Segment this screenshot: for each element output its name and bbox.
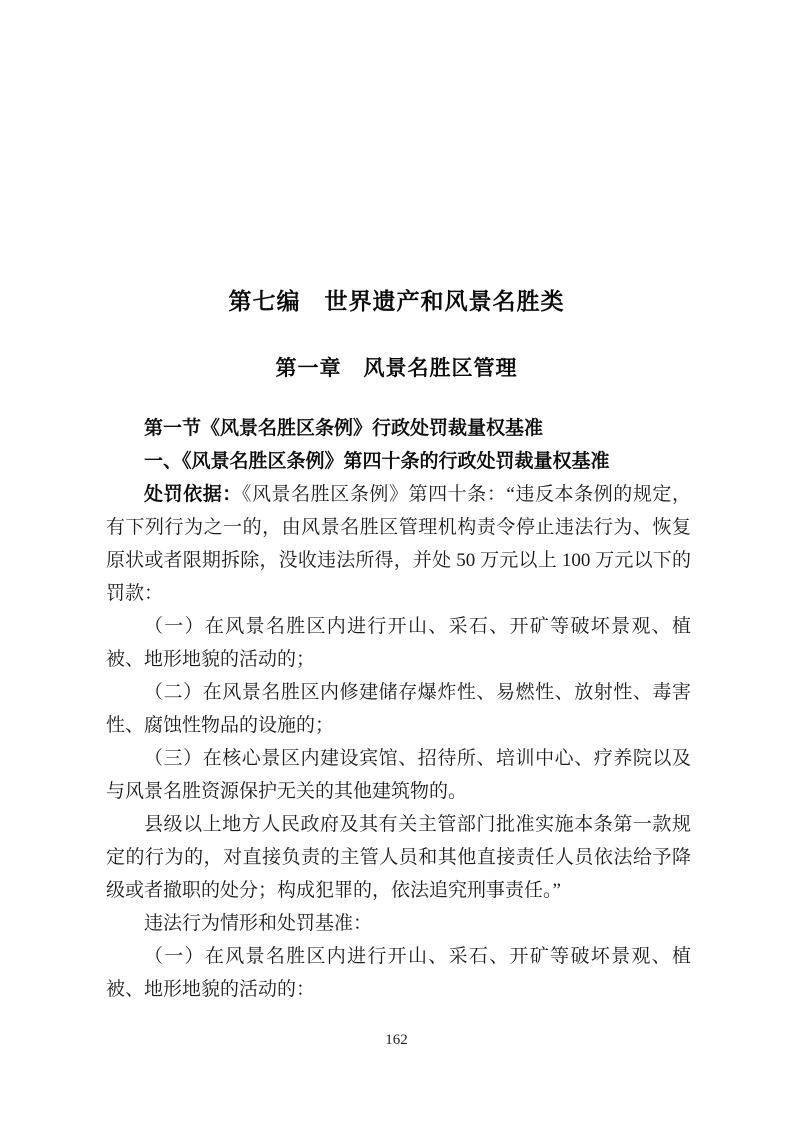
paragraph-situation-item-1: （一）在风景名胜区内进行开山、采石、开矿等破坏景观、植被、地形地貌的活动的： — [106, 946, 691, 1000]
chapter-title: 第一章 风景名胜区管理 — [275, 357, 518, 380]
page-number: 162 — [385, 1032, 408, 1048]
paragraph-item-1: （一）在风景名胜区内进行开山、采石、开矿等破坏景观、植被、地形地貌的活动的； — [106, 616, 691, 670]
paragraph-item-2: （二）在风景名胜区内修建储存爆炸性、易燃性、放射性、毒害性、腐蚀性物品的设施的； — [106, 682, 691, 736]
section-heading: 第一节《风景名胜区条例》行政处罚裁量权基准 — [144, 418, 544, 439]
paragraph-item-3: （三）在核心景区内建设宾馆、招待所、培训中心、疗养院以及与风景名胜资源保护无关的其他建筑物的。 — [106, 748, 691, 802]
paragraph-accountability: 县级以上地方人民政府及其有关主管部门批准实施本条第一款规定的行为的，对直接负责的主管人员和其他直接责任人员依法给予降级或者撤职的处分；构成犯罪的，依法追究刑事责任。” — [106, 814, 691, 901]
document-body — [106, 412, 691, 1006]
penalty-basis-text: 《风景名胜区条例》第四十条：“违反本条例的规定，有下列行为之一的，由风景名胜区管理机构责令停止违法行为、恢复原状或者限期拆除，没收违法所得，并处 50 万元以上 100 万元以下的罚款： — [106, 484, 691, 604]
part-title: 第七编 世界遗产和风景名胜类 — [228, 288, 565, 314]
subsection-heading: 一、《风景名胜区条例》第四十条的行政处罚裁量权基准 — [144, 451, 610, 472]
paragraph-penalty-basis — [106, 478, 691, 610]
paragraph-situations-heading: 违法行为情形和处罚基准： — [144, 913, 373, 934]
penalty-basis-label: 处罚依据： — [144, 484, 242, 505]
